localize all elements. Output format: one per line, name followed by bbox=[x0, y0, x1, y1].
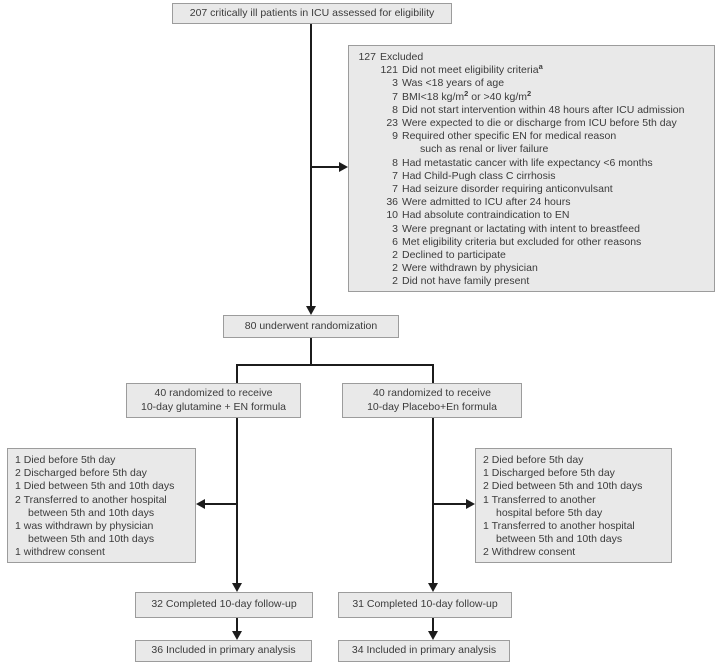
dropout-line: 2 Died between 5th and 10th days bbox=[483, 480, 643, 493]
excluded-line-text: Had seizure disorder requiring anticonvulsant bbox=[402, 183, 613, 196]
excluded-line-count: 7 bbox=[392, 183, 398, 196]
excluded-line bbox=[356, 236, 710, 249]
right-analysis-text: 34 Included in primary analysis bbox=[351, 644, 497, 657]
dropout-line: 1 Transferred to another hospital between 5th and 10th days bbox=[483, 520, 635, 546]
connector-right-followup-down bbox=[432, 618, 434, 631]
excluded-line bbox=[356, 117, 710, 130]
excluded-line-text: such as renal or liver failure bbox=[420, 143, 549, 156]
superscript: 2 bbox=[526, 88, 532, 98]
excluded-line-count: 3 bbox=[392, 77, 398, 90]
excluded-line bbox=[356, 157, 710, 170]
arrowhead-into-left-followup bbox=[232, 583, 242, 592]
dropout-line-count: 2 bbox=[15, 467, 21, 480]
dropout-line: 2 Died before 5th day bbox=[483, 454, 584, 466]
arrowhead-into-right-followup bbox=[428, 583, 438, 592]
excluded-line bbox=[356, 209, 710, 222]
connector-right-dropout bbox=[433, 503, 466, 505]
dropout-line: 1 Died between 5th and 10th days bbox=[15, 480, 175, 493]
excluded-line-text: Met eligibility criteria but excluded for other reasons bbox=[402, 235, 642, 248]
arrowhead-into-randomization bbox=[306, 306, 316, 315]
left-arm-line1: 40 randomized to receive bbox=[154, 387, 273, 400]
excluded-line-text: Did not have family present bbox=[402, 275, 530, 288]
excluded-line bbox=[356, 51, 710, 64]
excluded-line-count: 121 bbox=[380, 64, 398, 77]
excluded-line bbox=[356, 77, 710, 90]
randomization-text: 80 underwent randomization bbox=[244, 319, 378, 332]
connector-to-excluded bbox=[311, 166, 340, 168]
dropout-line: 1 Died before 5th day bbox=[15, 454, 116, 466]
excluded-line bbox=[356, 183, 710, 196]
right-arm-box bbox=[342, 383, 522, 418]
excluded-line bbox=[356, 143, 710, 156]
excluded-line-text: Was <18 years of age bbox=[402, 77, 505, 90]
excluded-line bbox=[356, 88, 710, 104]
excluded-line-text: Did not start intervention within 48 hours after ICU admission bbox=[402, 103, 685, 116]
excluded-line-count: 3 bbox=[392, 222, 398, 235]
excluded-line bbox=[356, 170, 710, 183]
excluded-line-text: Were admitted to ICU after 24 hours bbox=[402, 196, 571, 209]
dropout-line-count: 2 bbox=[483, 546, 489, 559]
excluded-line-count: 7 bbox=[392, 169, 398, 182]
excluded-line bbox=[356, 64, 710, 77]
dropout-line-count: 1 bbox=[483, 467, 489, 480]
arrowhead-into-right-dropout bbox=[466, 499, 475, 509]
dropout-line: 1 Discharged before 5th day bbox=[483, 467, 615, 480]
connector-right-arm-drop bbox=[432, 364, 434, 383]
excluded-line-text: BMI<18 $kg/m^2$ or >40 $kg/m^2$ bbox=[402, 88, 532, 103]
excluded-line-count: 8 bbox=[392, 156, 398, 169]
dropout-line-count: 1 bbox=[15, 546, 21, 559]
dropout-line: 1 withdrew consent bbox=[15, 546, 105, 559]
right-analysis-box bbox=[338, 640, 510, 662]
connector-left-column bbox=[236, 417, 238, 583]
excluded-line bbox=[356, 275, 710, 288]
connector-branch-horizontal bbox=[236, 364, 434, 366]
arrowhead-into-left-analysis bbox=[232, 631, 242, 640]
connector-left-dropout bbox=[205, 503, 237, 505]
excluded-line-text: Had absolute contraindication to EN bbox=[402, 209, 570, 222]
connector-left-arm-drop bbox=[236, 364, 238, 383]
dropout-line-count: 1 bbox=[15, 454, 21, 466]
excluded-line-text: Were withdrawn by physician bbox=[402, 262, 538, 275]
dropout-line-count: 1 bbox=[15, 480, 21, 493]
excluded-line-count: 23 bbox=[386, 117, 398, 130]
right-arm-line2: 10-day Placebo+En formula bbox=[367, 400, 497, 413]
excluded-line bbox=[356, 104, 710, 117]
excluded-box bbox=[348, 45, 715, 292]
dropout-line-count: 2 bbox=[483, 480, 489, 493]
excluded-line-text: Had Child-Pugh class C cirrhosis bbox=[402, 169, 556, 182]
connector-left-followup-down bbox=[236, 618, 238, 631]
dropout-line-count: 2 bbox=[483, 454, 489, 466]
excluded-line bbox=[356, 262, 710, 275]
excluded-line-text: Had metastatic cancer with life expectancy <6 months bbox=[402, 156, 653, 169]
dropout-line: 2 Withdrew consent bbox=[483, 546, 576, 559]
arrowhead-into-excluded bbox=[339, 162, 348, 172]
left-followup-text: 32 Completed 10-day follow-up bbox=[151, 598, 297, 611]
arrowhead-into-right-analysis bbox=[428, 631, 438, 640]
excluded-line-text: Were pregnant or lactating with intent to breastfeed bbox=[402, 222, 640, 235]
left-followup-box bbox=[135, 592, 313, 618]
excluded-line-text: Were expected to die or discharge from ICU before 5th day bbox=[402, 117, 677, 130]
assessed-box bbox=[172, 3, 452, 24]
excluded-line-count: 36 bbox=[386, 196, 398, 209]
dropout-line: 1 Transferred to another hospital before 5th day bbox=[483, 493, 603, 519]
excluded-line bbox=[356, 196, 710, 209]
excluded-line-count: 6 bbox=[392, 235, 398, 248]
left-dropout-box bbox=[7, 448, 196, 563]
excluded-line-count: 2 bbox=[392, 275, 398, 288]
assessed-text: 207 critically ill patients in ICU assessed for eligibility bbox=[189, 6, 435, 19]
excluded-line-text: Did not meet eligibility criteria$^a$ bbox=[402, 62, 543, 77]
superscript: a bbox=[538, 62, 543, 72]
excluded-line bbox=[356, 130, 710, 143]
right-followup-box bbox=[338, 592, 512, 618]
dropout-line-count: 1 bbox=[483, 493, 489, 506]
right-dropout-box bbox=[475, 448, 672, 563]
excluded-line-count: 9 bbox=[392, 130, 398, 143]
randomization-box bbox=[223, 315, 399, 338]
excluded-line-text: Required other specific EN for medical reason bbox=[402, 130, 617, 143]
dropout-line: 2 Transferred to another hospital between 5th and 10th days bbox=[15, 493, 167, 519]
connector-main-vertical bbox=[310, 23, 312, 307]
dropout-line-count: 2 bbox=[15, 493, 21, 506]
excluded-line-count: 127 bbox=[358, 51, 376, 63]
left-analysis-text: 36 Included in primary analysis bbox=[151, 644, 296, 657]
dropout-line-count: 1 bbox=[15, 520, 21, 533]
left-analysis-box bbox=[135, 640, 312, 662]
excluded-line-count: 2 bbox=[392, 249, 398, 262]
excluded-line-text: Declined to participate bbox=[402, 249, 506, 262]
excluded-line-count: 2 bbox=[392, 262, 398, 275]
arrowhead-into-left-dropout bbox=[196, 499, 205, 509]
dropout-line: 2 Discharged before 5th day bbox=[15, 467, 147, 480]
excluded-line bbox=[356, 223, 710, 236]
left-arm-line2: 10-day glutamine + EN formula bbox=[140, 400, 287, 413]
connector-right-column bbox=[432, 417, 434, 583]
right-arm-line1: 40 randomized to receive bbox=[373, 387, 491, 400]
dropout-line-count: 1 bbox=[483, 520, 489, 533]
connector-randomization-down bbox=[310, 338, 312, 366]
excluded-line bbox=[356, 249, 710, 262]
excluded-line-count: 10 bbox=[386, 209, 398, 222]
excluded-line-text: Excluded bbox=[380, 51, 424, 63]
dropout-line: 1 was withdrawn by physician between 5th and 10th days bbox=[15, 520, 155, 546]
superscript: 2 bbox=[464, 88, 469, 98]
excluded-line-count: 7 bbox=[392, 90, 398, 103]
left-arm-box bbox=[126, 383, 301, 418]
right-followup-text: 31 Completed 10-day follow-up bbox=[352, 598, 498, 611]
excluded-line-count: 8 bbox=[392, 103, 398, 116]
